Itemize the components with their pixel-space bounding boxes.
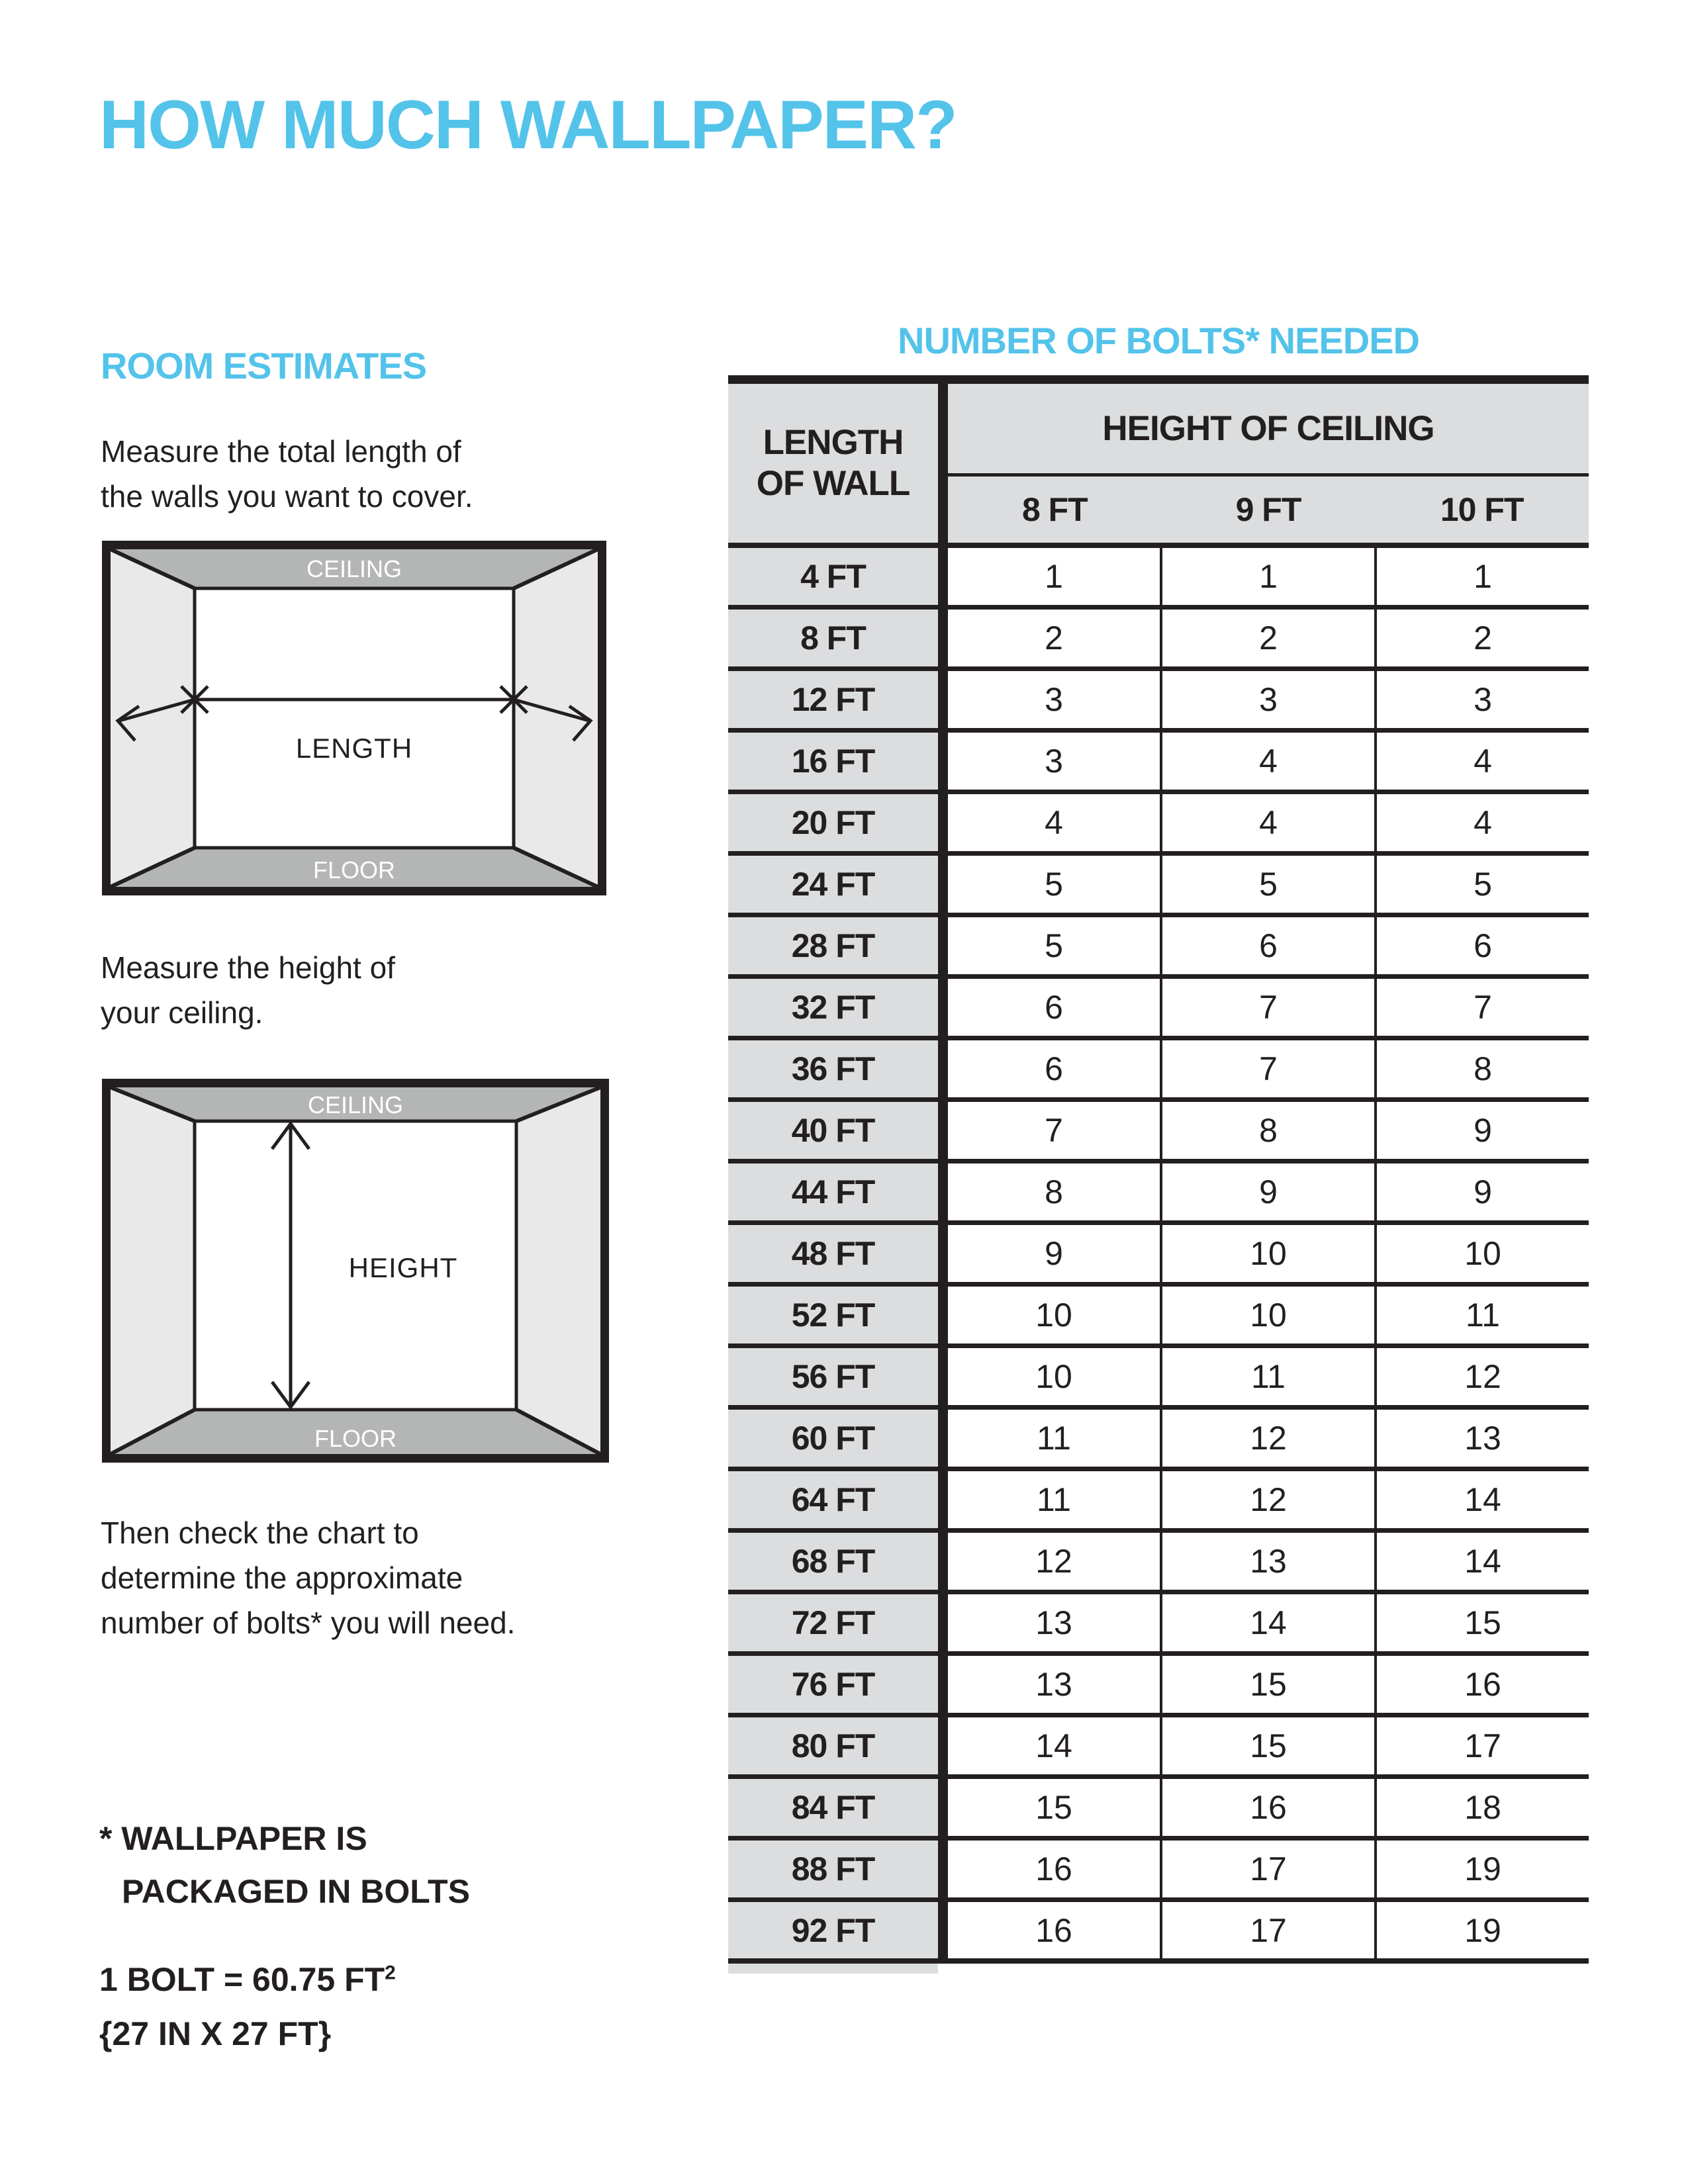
table-title: NUMBER OF BOLTS* NEEDED (898, 320, 1419, 361)
row-column-divider (938, 1779, 948, 1836)
length-header-line2: OF WALL (756, 464, 910, 503)
table-row (728, 1102, 1589, 1163)
table-row (728, 1594, 1589, 1656)
row-value: 10 (1035, 1297, 1072, 1334)
room-height-diagram (102, 1079, 609, 1463)
row-column-divider (938, 1287, 948, 1343)
ceiling-label: CEILING (306, 555, 402, 582)
row-length-label: 40 FT (728, 1102, 938, 1159)
table-row (728, 1656, 1589, 1717)
table-row (728, 610, 1589, 671)
row-value: 7 (1160, 1040, 1374, 1097)
row-value: 6 (1160, 917, 1374, 974)
row-cells (948, 1533, 1589, 1590)
bolts-footnote (99, 1812, 470, 1918)
step3-line3: number of bolts* you will need. (101, 1606, 516, 1640)
row-value: 12 (1035, 1543, 1072, 1580)
row-cells (948, 1040, 1589, 1097)
row-column-divider (938, 979, 948, 1036)
ceiling-height-header-group (948, 384, 1589, 543)
row-cells (948, 1102, 1589, 1159)
row-length-label: 56 FT (728, 1348, 938, 1405)
table-bottom-stub (728, 1964, 938, 1974)
bolt-table-body (728, 548, 1589, 1964)
row-value: 15 (1035, 1789, 1072, 1826)
row-value: 3 (1045, 743, 1063, 780)
room-length-diagram (102, 541, 606, 895)
row-length-label: 36 FT (728, 1040, 938, 1097)
row-value: 4 (1160, 794, 1374, 851)
row-cells (948, 610, 1589, 666)
row-cells (948, 1287, 1589, 1343)
table-row (728, 1779, 1589, 1841)
row-value: 7 (1045, 1112, 1063, 1149)
row-value: 10 (1160, 1287, 1374, 1343)
row-cells (948, 1471, 1589, 1528)
row-length-label: 60 FT (728, 1410, 938, 1467)
row-value: 17 (1160, 1902, 1374, 1958)
row-value: 3 (1045, 681, 1063, 718)
row-value: 13 (1035, 1666, 1072, 1703)
row-value: 6 (1374, 917, 1589, 974)
row-length-label: 80 FT (728, 1717, 938, 1774)
table-row (728, 794, 1589, 856)
row-cells (948, 1717, 1589, 1774)
height-label: HEIGHT (348, 1252, 458, 1283)
bolt-equation-exponent: 2 (385, 1962, 396, 1984)
row-value: 3 (1374, 671, 1589, 728)
row-column-divider (938, 794, 948, 851)
footnote-line2: PACKAGED IN BOLTS (122, 1873, 470, 1910)
room-estimates-heading: ROOM ESTIMATES (101, 345, 427, 387)
row-cells (948, 1410, 1589, 1467)
row-column-divider (938, 1348, 948, 1405)
row-length-label: 28 FT (728, 917, 938, 974)
table-header (728, 384, 1589, 543)
row-column-divider (938, 1040, 948, 1097)
length-label: LENGTH (295, 733, 413, 764)
row-value: 19 (1374, 1902, 1589, 1958)
table-row (728, 1225, 1589, 1287)
table-row (728, 979, 1589, 1040)
row-cells (948, 733, 1589, 790)
row-value: 14 (1374, 1471, 1589, 1528)
row-column-divider (938, 1656, 948, 1713)
row-value: 15 (1160, 1717, 1374, 1774)
row-length-label: 24 FT (728, 856, 938, 913)
table-row (728, 917, 1589, 979)
row-value: 11 (1037, 1481, 1071, 1518)
bolt-equation-text: 1 BOLT = 60.75 FT (99, 1961, 385, 1998)
row-value: 6 (1045, 1050, 1063, 1087)
table-row (728, 856, 1589, 917)
step1-line2: the walls you want to cover. (101, 479, 473, 514)
row-cells (948, 1902, 1589, 1958)
row-length-label: 76 FT (728, 1656, 938, 1713)
row-column-divider (938, 917, 948, 974)
row-length-label: 44 FT (728, 1163, 938, 1220)
row-value: 16 (1035, 1911, 1072, 1949)
row-value: 9 (1045, 1235, 1063, 1272)
row-length-label: 8 FT (728, 610, 938, 666)
step2-line2: your ceiling. (101, 995, 263, 1030)
row-cells (948, 1163, 1589, 1220)
row-value: 10 (1035, 1358, 1072, 1395)
column-header-8ft: 8 FT (1021, 491, 1088, 528)
step1-text (101, 429, 473, 519)
row-length-label: 32 FT (728, 979, 938, 1036)
row-value: 15 (1160, 1656, 1374, 1713)
row-cells (948, 1656, 1589, 1713)
row-value: 10 (1160, 1225, 1374, 1282)
row-value: 4 (1374, 794, 1589, 851)
table-row (728, 1533, 1589, 1594)
row-cells (948, 856, 1589, 913)
row-cells (948, 548, 1589, 605)
row-value: 8 (1160, 1102, 1374, 1159)
table-row (728, 1410, 1589, 1471)
table-row (728, 1163, 1589, 1225)
row-column-divider (938, 1410, 948, 1467)
row-value: 5 (1045, 866, 1063, 903)
row-value: 6 (1045, 989, 1063, 1026)
table-row (728, 1717, 1589, 1779)
row-value: 11 (1160, 1348, 1374, 1405)
length-of-wall-header (728, 384, 938, 543)
row-cells (948, 979, 1589, 1036)
row-length-label: 72 FT (728, 1594, 938, 1651)
row-length-label: 16 FT (728, 733, 938, 790)
row-cells (948, 671, 1589, 728)
row-value: 8 (1045, 1173, 1063, 1210)
table-row (728, 1902, 1589, 1964)
row-value: 9 (1374, 1102, 1589, 1159)
row-value: 18 (1374, 1779, 1589, 1836)
row-value: 5 (1374, 856, 1589, 913)
row-column-divider (938, 1902, 948, 1958)
row-value: 1 (1160, 548, 1374, 605)
row-value: 3 (1160, 671, 1374, 728)
row-cells (948, 1779, 1589, 1836)
column-header-9ft: 9 FT (1235, 491, 1301, 528)
row-column-divider (938, 733, 948, 790)
row-value: 7 (1160, 979, 1374, 1036)
step3-line2: determine the approximate (101, 1561, 463, 1595)
row-value: 12 (1160, 1471, 1374, 1528)
row-column-divider (938, 1533, 948, 1590)
bolt-table (728, 375, 1589, 1974)
row-length-label: 48 FT (728, 1225, 938, 1282)
row-value: 9 (1160, 1163, 1374, 1220)
row-value: 19 (1374, 1841, 1589, 1897)
row-value: 10 (1374, 1225, 1589, 1282)
row-value: 12 (1160, 1410, 1374, 1467)
row-value: 14 (1160, 1594, 1374, 1651)
ceiling-label: CEILING (307, 1091, 404, 1118)
row-column-divider (938, 548, 948, 605)
table-row (728, 1287, 1589, 1348)
row-value: 16 (1160, 1779, 1374, 1836)
table-row (728, 1471, 1589, 1533)
ceiling-height-columns (948, 477, 1589, 543)
row-value: 1 (1045, 558, 1063, 595)
row-value: 4 (1160, 733, 1374, 790)
row-value: 13 (1160, 1533, 1374, 1590)
row-value: 17 (1374, 1717, 1589, 1774)
table-row (728, 671, 1589, 733)
row-value: 5 (1045, 927, 1063, 964)
row-value: 4 (1374, 733, 1589, 790)
header-column-divider (938, 384, 948, 543)
row-cells (948, 1348, 1589, 1405)
header-bottom-border (728, 543, 1589, 548)
row-value: 11 (1037, 1420, 1071, 1457)
row-value: 5 (1160, 856, 1374, 913)
bolt-dimensions: {27 IN X 27 FT} (99, 2015, 332, 2052)
length-header-line1: LENGTH (763, 423, 904, 462)
table-row (728, 1040, 1589, 1102)
step3-line1: Then check the chart to (101, 1516, 419, 1550)
row-length-label: 84 FT (728, 1779, 938, 1836)
row-value: 16 (1374, 1656, 1589, 1713)
row-length-label: 92 FT (728, 1902, 938, 1958)
row-column-divider (938, 1163, 948, 1220)
row-column-divider (938, 1841, 948, 1897)
row-value: 2 (1160, 610, 1374, 666)
row-value: 7 (1374, 979, 1589, 1036)
table-row (728, 548, 1589, 610)
back-wall-shape (195, 588, 514, 848)
row-value: 14 (1374, 1533, 1589, 1590)
row-value: 15 (1374, 1594, 1589, 1651)
row-cells (948, 1841, 1589, 1897)
floor-label: FLOOR (314, 1425, 397, 1452)
row-length-label: 68 FT (728, 1533, 938, 1590)
table-row (728, 1841, 1589, 1902)
row-value: 11 (1374, 1287, 1589, 1343)
row-column-divider (938, 1594, 948, 1651)
row-length-label: 4 FT (728, 548, 938, 605)
bolt-equation (99, 1960, 396, 1999)
row-column-divider (938, 671, 948, 728)
page-title: HOW MUCH WALLPAPER? (99, 87, 957, 163)
row-value: 17 (1160, 1841, 1374, 1897)
right-wall-shape (516, 1087, 600, 1454)
row-cells (948, 794, 1589, 851)
row-value: 2 (1374, 610, 1589, 666)
row-value: 4 (1045, 804, 1063, 841)
row-column-divider (938, 1102, 948, 1159)
step2-line1: Measure the height of (101, 950, 395, 985)
table-row (728, 733, 1589, 794)
row-value: 1 (1374, 548, 1589, 605)
row-value: 12 (1374, 1348, 1589, 1405)
table-top-bar (728, 375, 1589, 384)
left-wall-shape (111, 1087, 195, 1454)
floor-label: FLOOR (312, 856, 396, 884)
row-value: 16 (1035, 1850, 1072, 1888)
step2-text (101, 945, 395, 1035)
row-column-divider (938, 610, 948, 666)
row-length-label: 52 FT (728, 1287, 938, 1343)
column-header-10ft: 10 FT (1440, 491, 1524, 528)
row-length-label: 88 FT (728, 1841, 938, 1897)
height-of-ceiling-header: HEIGHT OF CEILING (1102, 409, 1434, 448)
row-length-label: 12 FT (728, 671, 938, 728)
row-cells (948, 1225, 1589, 1282)
row-cells (948, 1594, 1589, 1651)
row-value: 13 (1374, 1410, 1589, 1467)
row-column-divider (938, 1471, 948, 1528)
row-value: 9 (1374, 1163, 1589, 1220)
row-value: 2 (1045, 619, 1063, 657)
step3-text (101, 1510, 515, 1645)
row-length-label: 64 FT (728, 1471, 938, 1528)
row-cells (948, 917, 1589, 974)
row-column-divider (938, 856, 948, 913)
row-value: 13 (1035, 1604, 1072, 1641)
row-column-divider (938, 1225, 948, 1282)
table-row (728, 1348, 1589, 1410)
footnote-line1: * WALLPAPER IS (99, 1820, 367, 1857)
row-value: 14 (1035, 1727, 1072, 1764)
row-value: 8 (1374, 1040, 1589, 1097)
row-length-label: 20 FT (728, 794, 938, 851)
step1-line1: Measure the total length of (101, 434, 461, 469)
row-column-divider (938, 1717, 948, 1774)
